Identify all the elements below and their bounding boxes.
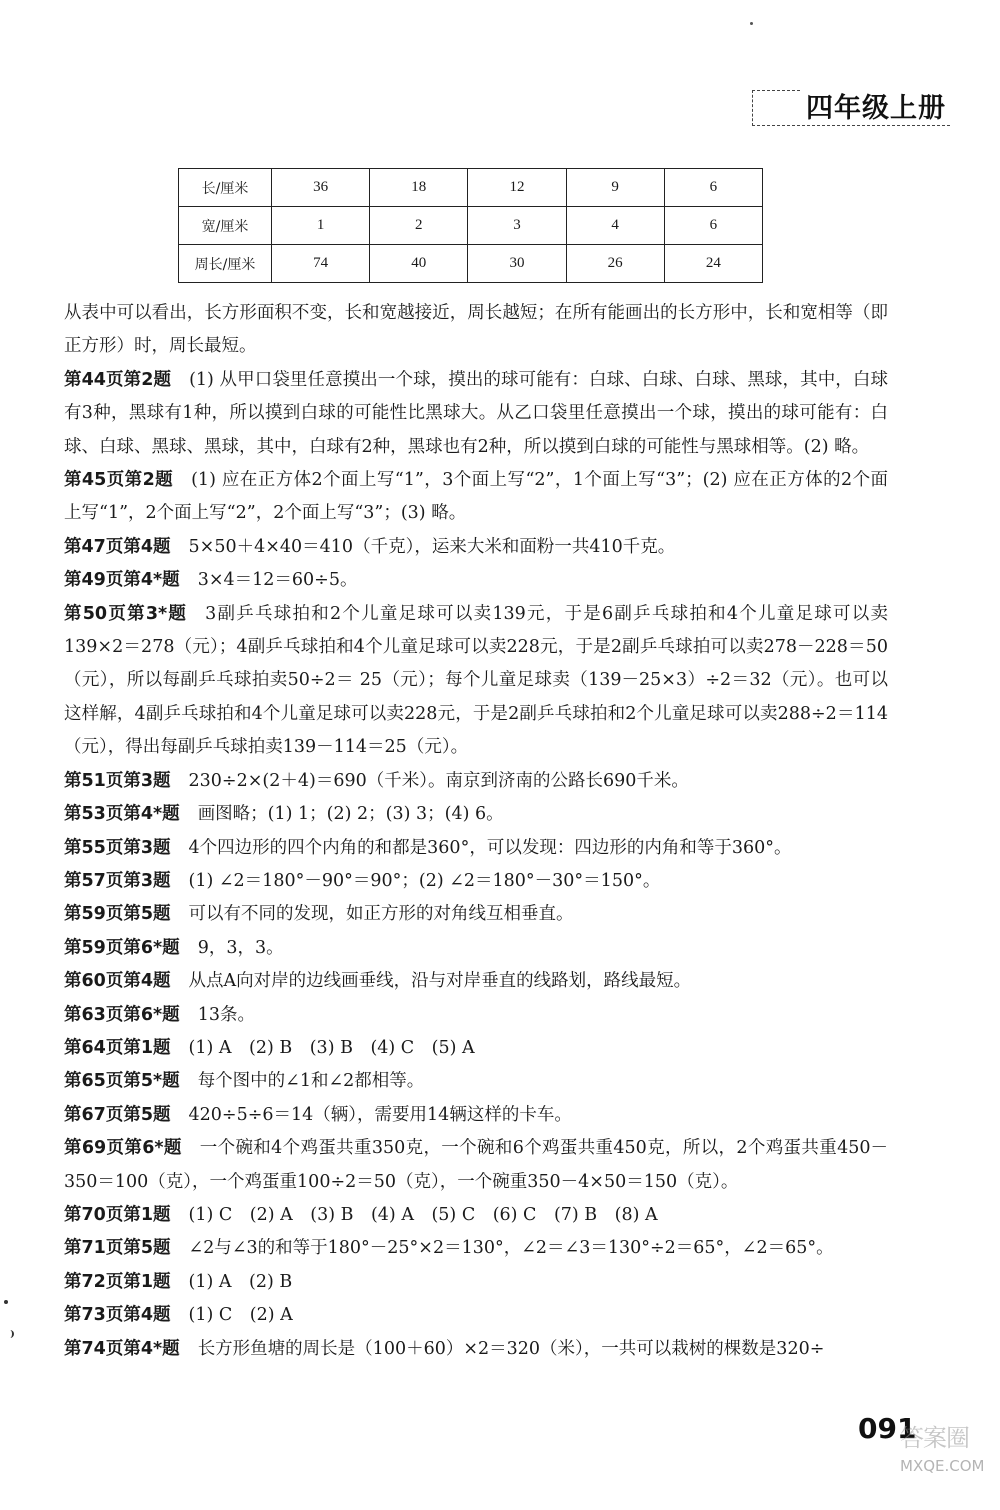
answer-text: 长方形鱼塘的周长是（100＋60）×2＝320（米），一共可以栽树的棵数是320÷	[197, 1338, 825, 1359]
answer-item	[64, 965, 888, 998]
answer-text: (1) A (2) B	[188, 1271, 293, 1292]
answer-text: 4个四边形的四个内角的和都是360°，可以发现：四边形的内角和等于360°。	[188, 837, 792, 858]
table-cell: 24	[664, 245, 762, 283]
table-cell: 4	[566, 207, 664, 245]
table-row	[179, 245, 763, 283]
answer-text: (1) 应在正方体2个面上写“1”，3个面上写“2”，1个面上写“3”；(2) 应在正方体的2个面上写“1”，2个面上写“2”，2个面上写“3”；(3) 略。	[64, 470, 888, 524]
grade-title: 四年级上册	[800, 86, 952, 125]
answer-text: 420÷5÷6＝14（辆），需要用14辆这样的卡车。	[188, 1104, 572, 1125]
answer-text: 从点A向对岸的边线画垂线，沿与对岸垂直的线路划，路线最短。	[188, 971, 692, 992]
table-cell: 6	[664, 169, 762, 207]
edge-mark	[4, 1300, 8, 1304]
answer-item	[64, 999, 888, 1032]
answer-label: 第49页第4*题	[64, 570, 180, 591]
answer-label: 第72页第1题	[64, 1271, 171, 1292]
answer-item	[64, 932, 888, 965]
answer-content	[64, 297, 888, 1366]
answer-item	[64, 798, 888, 831]
answer-item	[64, 1299, 888, 1332]
table-row	[179, 207, 763, 245]
answer-text: (1) 从甲口袋里任意摸出一个球，摸出的球可能有：白球、白球、白球、黑球，其中，白球有3种，黑球有1种，所以摸到白球的可能性比黑球大。从乙口袋里任意摸出一个球，摸出的球可能有：白球、白球、黑球、黑球，其中，白球有2种，黑球也有2种，所以摸到白球的可能性与黑球相等。(2) 略。	[64, 369, 888, 457]
answer-text: (1) ∠2＝180°－90°＝90°；(2) ∠2＝180°－30°＝150°。	[188, 870, 661, 891]
table-cell: 2	[370, 207, 468, 245]
answer-list	[64, 364, 888, 1366]
answer-label: 第71页第5题	[64, 1238, 171, 1259]
answer-item	[64, 564, 888, 597]
answer-text: 3×4＝12＝60÷5。	[197, 570, 358, 591]
answer-item	[64, 364, 888, 464]
answer-item	[64, 898, 888, 931]
table-cell: 1	[272, 207, 370, 245]
answer-item	[64, 1232, 888, 1265]
table-row	[179, 169, 763, 207]
row-header: 长/厘米	[179, 169, 272, 207]
answer-label: 第44页第2题	[64, 369, 172, 390]
answer-label: 第69页第6*题	[64, 1138, 182, 1159]
table-cell: 26	[566, 245, 664, 283]
table-cell: 18	[370, 169, 468, 207]
answer-label: 第63页第6*题	[64, 1004, 180, 1025]
answer-text: 5×50＋4×40＝410（千克），运来大米和面粉一共410千克。	[188, 536, 676, 557]
answer-label: 第65页第5*题	[64, 1071, 180, 1092]
answer-text: 每个图中的∠1和∠2都相等。	[197, 1071, 425, 1092]
answer-text: 画图略；(1) 1；(2) 2；(3) 3；(4) 6。	[197, 804, 504, 825]
answer-item	[64, 1199, 888, 1232]
row-header: 宽/厘米	[179, 207, 272, 245]
answer-label: 第45页第2题	[64, 470, 174, 491]
answer-text: (1) A (2) B (3) B (4) C (5) A	[188, 1037, 475, 1058]
answer-text: 可以有不同的发现，如正方形的对角线互相垂直。	[188, 904, 574, 925]
answer-item	[64, 1266, 888, 1299]
answer-label: 第47页第4题	[64, 536, 171, 557]
answer-label: 第74页第4*题	[64, 1338, 180, 1359]
answer-label: 第57页第3题	[64, 870, 171, 891]
table-cell: 74	[272, 245, 370, 283]
answer-item	[64, 865, 888, 898]
page-number: 091	[858, 1412, 917, 1445]
watermark-sub: MXQE.COM	[900, 1457, 985, 1475]
answer-item	[64, 1065, 888, 1098]
answer-text: (1) C (2) A	[188, 1305, 293, 1326]
answer-item	[64, 1333, 888, 1366]
answer-text: 9，3，3。	[197, 937, 284, 958]
table-cell: 12	[468, 169, 566, 207]
answer-label: 第59页第5题	[64, 904, 171, 925]
answer-text: 3副乒乓球拍和2个儿童足球可以卖139元，于是6副乒乓球拍和4个儿童足球可以卖139×2＝278（元）；4副乒乓球拍和4个儿童足球可以卖228元，于是2副乒乓球拍可以卖278－228＝50（元），所以每副乒乓球拍卖50÷2＝ 25（元）；每个儿童足球卖（139－25×3）÷2＝32（元）。也可以这样解，4副乒乓球拍和4个儿童足球可以卖228元，于是2副乒乓球拍和2个儿童足球可以卖288÷2＝114（元），得出每副乒乓球拍卖139－114＝25（元）。	[64, 603, 889, 758]
answer-item	[64, 765, 888, 798]
answer-item	[64, 531, 888, 564]
answer-label: 第70页第1题	[64, 1204, 171, 1225]
answer-label: 第53页第4*题	[64, 804, 180, 825]
table-cell: 30	[468, 245, 566, 283]
answer-label: 第60页第4题	[64, 971, 171, 992]
answer-label: 第64页第1题	[64, 1037, 171, 1058]
answer-item	[64, 1099, 888, 1132]
answer-item	[64, 1132, 888, 1199]
answer-item	[64, 464, 888, 531]
answer-label: 第55页第3题	[64, 837, 171, 858]
answer-text: (1) C (2) A (3) B (4) A (5) C (6) C (7) B (8) A	[188, 1204, 658, 1225]
watermark-logo	[900, 1418, 985, 1475]
answer-item	[64, 832, 888, 865]
edge-mark	[6, 1330, 14, 1338]
answer-text: 13条。	[197, 1004, 255, 1025]
table-cell: 40	[370, 245, 468, 283]
page-dot	[750, 22, 753, 25]
dimension-table	[178, 168, 763, 283]
answer-label: 第50页第3*题	[64, 603, 188, 624]
watermark-main: 答案圈	[900, 1424, 969, 1452]
table-cell: 3	[468, 207, 566, 245]
answer-label: 第51页第3题	[64, 770, 171, 791]
table-conclusion: 从表中可以看出，长方形面积不变，长和宽越接近，周长越短；在所有能画出的长方形中，长和宽相等（即正方形）时，周长最短。	[64, 303, 888, 357]
answer-text: ∠2与∠3的和等于180°－25°×2＝130°，∠2＝∠3＝130°÷2＝65°，∠2＝65°。	[188, 1238, 834, 1259]
table-cell: 9	[566, 169, 664, 207]
answer-text: 一个碗和4个鸡蛋共重350克，一个碗和6个鸡蛋共重450克，所以，2个鸡蛋共重450－350＝100（克），一个鸡蛋重100÷2＝50（克），一个碗重350－4×50＝150（克）。	[64, 1138, 888, 1192]
row-header: 周长/厘米	[179, 245, 272, 283]
answer-label: 第67页第5题	[64, 1104, 171, 1125]
answer-label: 第59页第6*题	[64, 937, 180, 958]
answer-label: 第73页第4题	[64, 1305, 171, 1326]
answer-item	[64, 598, 888, 765]
table-cell: 6	[664, 207, 762, 245]
answer-item	[64, 1032, 888, 1065]
answer-text: 230÷2×(2＋4)＝690（千米）。南京到济南的公路长690千米。	[188, 770, 689, 791]
table-cell: 36	[272, 169, 370, 207]
